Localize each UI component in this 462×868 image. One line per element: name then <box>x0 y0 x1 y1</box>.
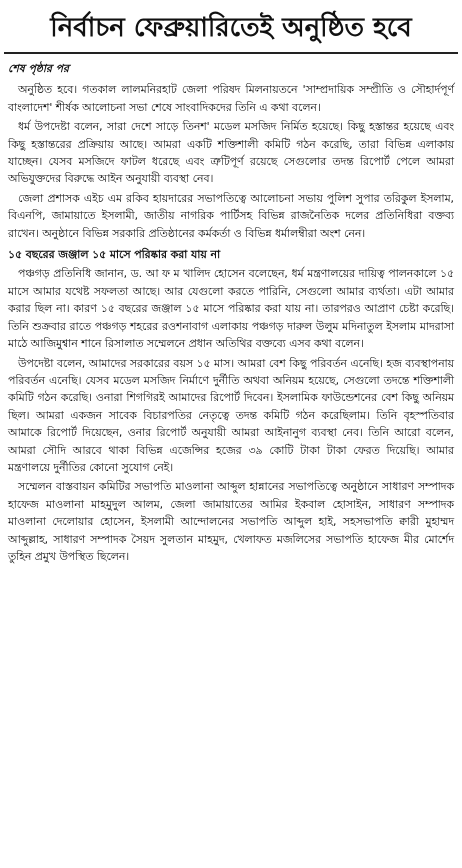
headline: নির্বাচন ফেব্রুয়ারিতেই অনুষ্ঠিত হবে <box>50 13 412 43</box>
paragraph: পঞ্চগড় প্রতিনিধি জানান, ড. আ ফ ম খালিদ হোসেন বলেছেন, ধর্ম মন্ত্রণালয়ের দায়িত্ব পালনকালে ১৫ মাসে আমার যথেষ্ট সফলতা আছে। আর যেগুলো করতে পারিনি, সেগুলো আমার ব্যর্থতা। এটা আমার করার ছিল না। কারণ ১৫ বছরের জঞ্জাল ১৫ মাসে পরিষ্কার করা যায় না। তারপরও আপ্রাণ চেষ্টা করেছি। তিনি শুক্রবার রাতে পঞ্চগড় শহরের রওশনাবাগ এলাকায় পঞ্চগড় দারুল উলুম মদিনাতুল ইসলাম মাদরাসা মাঠে আজিমুশ্বান শানে রিসালাত সম্মেলনে প্রধান অতিথির বক্তব্যে এসব কথা বলেন। <box>8 267 454 351</box>
continued-label: শেষ পৃষ্ঠার পর <box>8 62 69 75</box>
headline-divider <box>4 52 458 54</box>
paragraph: ধর্ম উপদেষ্টা বলেন, সারা দেশে সাড়ে তিনশ' মডেল মসজিদ নির্মিত হয়েছে। কিছু হস্তান্তর হয়েছে এবং কিছু হস্তান্তরের প্রক্রিয়ায় আছে। আমরা একটি শক্তিশালী কমিটি গঠন করেছি, তারা বিভিন্ন এলাকায় যাচ্ছেন। যেসব মসজিদে ফাটল ধরেছে এবং ত্রুটিপূর্ণ রয়েছে সেগুলোর তদন্ত রিপোর্ট পেলে আমরা অভিযুক্তদের বিরুদ্ধে আইন অনুযায়ী ব্যবস্থা নেব। <box>8 120 454 186</box>
paragraph: উপদেষ্টা বলেন, আমাদের সরকারের বয়স ১৫ মাস। আমরা বেশ কিছু পরিবর্তন এনেছি। হজ ব্যবস্থাপনায় পরিবর্তন এনেছি। যেসব মডেল মসজিদ নির্মাণে দুর্নীতি অথবা অনিয়ম হয়েছে, সেগুলো তদন্তে শক্তিশালী কমিটি গঠন করেছি। ওনারা শিগগিরই আমাদের রিপোর্ট দিবেন। ইসলামিক ফাউন্ডেশনের বেশ কিছু অনিয়ম ছিল। আমরা একজন সাবেক বিচারপতির নেতৃত্বে তদন্ত কমিটি গঠন করেছিলাম। তিনি বৃহস্পতিবার আমাকে রিপোর্ট দিয়েছেন, ওনার রিপোর্ট অনুযায়ী আমরা আইনানুগ ব্যবস্থা নেব। তিনি আরো বলেন, আমরা সৌদি আরবে থাকা বিভিন্ন এজেন্সির হজের ৩৯ কোটি টাকা টাকা ফেরত দিয়েছি। আমার মন্ত্রণালয়ে দুর্নীতির কোনো সুযোগ নেই। <box>8 356 454 474</box>
paragraph: জেলা প্রশাসক এইচ এম রকিব হায়দারের সভাপতিত্বে আলোচনা সভায় পুলিশ সুপার তরিকুল ইসলাম, বিএনপি, জামায়াতে ইসলামী, জাতীয় নাগরিক পার্টিসহ বিভিন্ন রাজনৈতিক দলের প্রতিনিধিরা বক্তব্য রাখেন। অনুষ্ঠানে বিভিন্ন সরকারি প্রতিষ্ঠানের কর্মকর্তা ও বিভিন্ন ধর্মালম্বীরা অংশ নেন। <box>8 191 454 240</box>
article-body <box>8 60 454 567</box>
paragraph: অনুষ্ঠিত হবে। গতকাল লালমনিরহাট জেলা পরিষদ মিলনায়তনে 'সাম্প্রদায়িক সম্প্রীতি ও সৌহার্দপূর্ণ বাংলাদেশ' শীর্ষক আলোচনা সভা শেষে সাংবাদিকদের তিনি এ কথা বলেন। <box>8 83 454 114</box>
paragraph: সম্মেলন বাস্তবায়ন কমিটির সভাপতি মাওলানা আব্দুল হান্নানের সভাপতিত্বে অনুষ্ঠানে সাধারণ সম্পাদক হাফেজ মাওলানা মাহমুদুল আলম, জেলা জামায়াতের আমির ইকবাল হোসাইন, সাধারণ সম্পাদক মাওলানা দেলোয়ার হোসেন, ইসলামী আন্দোলনের সভাপতি আব্দুল হাই, সহসভাপতি ক্বারী মুহাম্মদ আব্দুল্লাহ, সাধারণ সম্পাদক সৈয়দ সুলতান মাহমুদ, খেলাফত মজলিসের সভাপতি হাফেজ মীর মোর্শেদ তুহিন প্রমুখ উপস্থিত ছিলেন। <box>8 480 454 563</box>
subheading: ১৫ বছরের জঞ্জাল ১৫ মাসে পরিষ্কার করা যায় না <box>8 248 221 262</box>
